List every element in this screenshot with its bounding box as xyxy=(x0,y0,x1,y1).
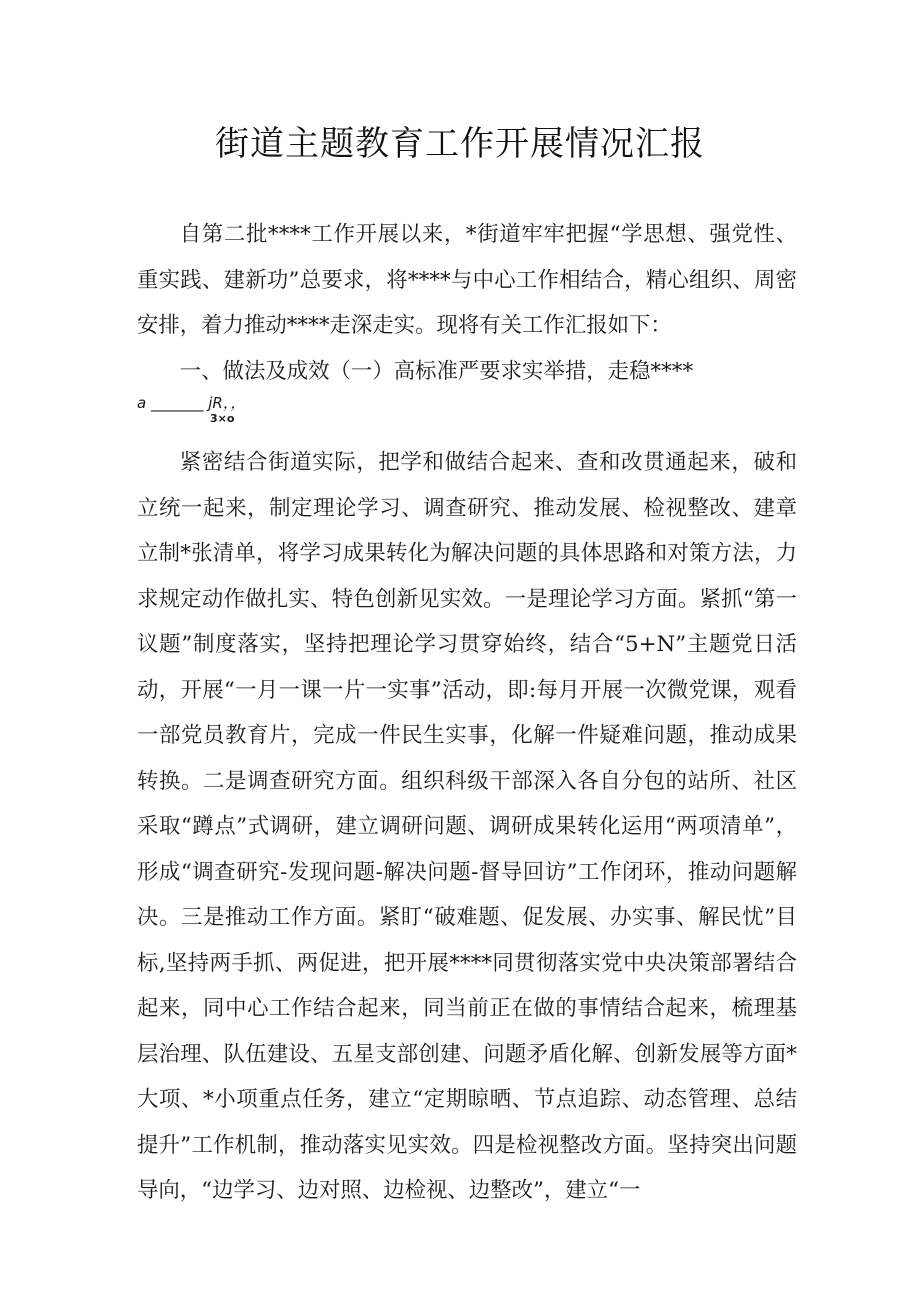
scan-artifact-line-2: 3×o xyxy=(210,412,235,425)
scan-artifact-line-1: a _______ jR，， xyxy=(137,394,246,412)
scan-artifact-text xyxy=(137,392,337,432)
intro-paragraph: 自第二批****工作开展以来，*街道牢牢把握“学思想、强党性、重实践、建新功”总要求，将****与中心工作相结合，精心组织、周密安排，着力推动****走深走实。现将有关工作汇报如下： xyxy=(137,222,797,338)
body-paragraph: 紧密结合街道实际，把学和做结合起来、查和改贯通起来，破和立统一起来，制定理论学习、调查研究、推动发展、检视整改、建章立制*张清单，将学习成果转化为解决问题的具体思路和对策方法，力求规定动作做扎实、特色创新见实效。一是理论学习方面。紧抓“第一议题”制度落实，坚持把理论学习贯穿始终，结合“5+N”主题党日活动，开展“一月一课一片一实事”活动，即:每月开展一次微党课，观看一部党员教育片，完成一件民生实事，化解一件疑难问题，推动成果转换。二是调查研究方面。组织科级干部深入各自分包的站所、社区采取“蹲点”式调研，建立调研问题、调研成果转化运用“两项清单”，形成“调查研究-发现问题-解决问题-督导回访”工作闭环，推动问题解决。三是推动工作方面。紧盯“破难题、促发展、办实事、解民忧”目标,坚持两手抓、两促进，把开展****同贯彻落实党中央决策部署结合起来，同中心工作结合起来，同当前正在做的事情结合起来，梳理基层治理、队伍建设、五星支部创建、问题矛盾化解、创新发展等方面*大项、*小项重点任务，建立“定期晾晒、节点追踪、动态管理、总结提升”工作机制，推动落实见实效。四是检视整改方面。坚持突出问题导向，“边学习、边对照、边检视、边整改”，建立“一 xyxy=(137,450,797,1203)
section-heading: 一、做法及成效（一）高标准严要求实举措，走稳**** xyxy=(179,359,694,384)
document-title: 街道主题教育工作开展情况汇报 xyxy=(215,124,705,164)
